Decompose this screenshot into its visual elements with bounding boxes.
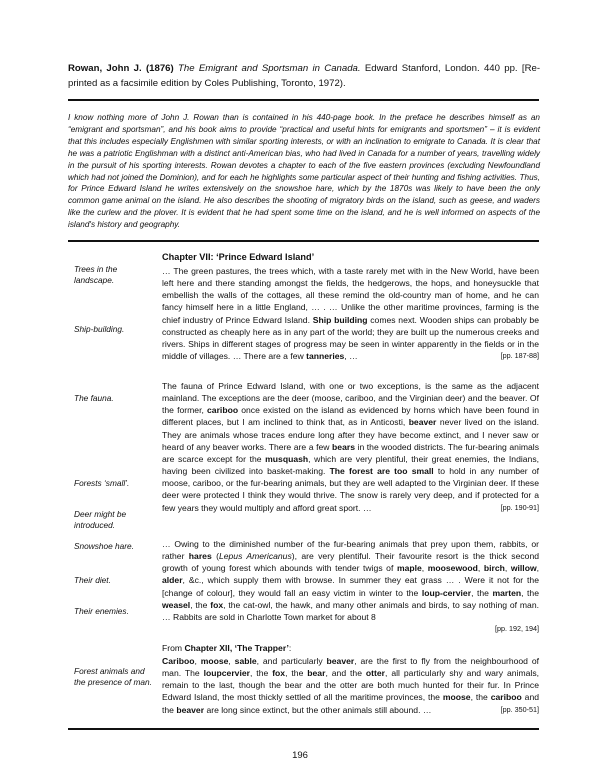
margin-note-snowshoe-hare: Snowshoe hare. [74, 541, 134, 551]
page-reference: [pp. 350-51] [500, 704, 539, 714]
citation-pages: 440 pp. [483, 63, 518, 74]
excerpt-paragraph: Cariboo, moose, sable, and particularly beaver, are the first to fly from the neighbourhood of man. The loupcervier, the fox, the bear, and the otter, all particularly shy and wary animals, remain to the last, though the bear and the otter are both much hunted for their fur. In Prince Edward Island, the most thickly settled of all the maritime provinces, the moose, the cariboo and the beaver are long since extinct, but the other animals still abound. … [pp. 350-51] [162, 656, 540, 715]
divider-rule [68, 728, 539, 730]
page-number: 196 [292, 750, 308, 761]
margin-note-presence-of-man: Forest animals and the presence of man. [74, 666, 152, 687]
citation-reprint-note: [Re-printed as a facsimile edition by Coles Publishing, Toronto, 1972). [68, 63, 541, 89]
page-reference: [pp. 187-88] [500, 351, 539, 361]
chapter-heading-line: From Chapter XII, ‘The Trapper’: [162, 643, 292, 653]
margin-note-enemies: Their enemies. [74, 606, 129, 616]
chapter-heading: Chapter XII, ‘The Trapper’ [184, 643, 289, 653]
introduction-text: I know nothing more of John J. Rowan than is contained in his 440-page book. In the preface he describes himself as an “emigrant and sportsman”, and his book aims to provide “practical and useful hints for emigrants and sportsmen” – it is evident that this includes especially Englishmen with similar sporting interests, or with an inclination to emigrate to Canada. It is clear that he was a patriotic Englishman with a distinct anti-American bias, who had lived in Canada for a number of years, travelling widely in the pursuit of his sporting interests. Rowan devotes a chapter to each of the five eastern provinces (excluding Newfoundland which had not joined the Dominion), and for each he highlights some particular aspect of their hunting and fishing activities. Thus, for Prince Edward Island he writes extensively on the snowshoe hare, which by the 1870s was likely to have been the only common game animal on the island. He also describes the shooting of migratory birds on the island, such as geese, and waders like the curlew and the plover. It is evident that he had spent some time on the island, and he is well informed on aspects of the island's history and geography. [68, 113, 540, 230]
margin-note-diet: Their diet. [74, 575, 111, 585]
margin-note-forests: Forests ‘small’. [74, 478, 130, 488]
citation-year: (1876) [145, 63, 174, 74]
excerpt-paragraph: … The green pastures, the trees which, with a taste rarely met with in the New World, have been left here and there standing amongst the fields, the hedgerows, the hops, and honeysuckle that embellish the walls of the cottages, all these remind the old-country man of home, and he can fancy himself here in a little England, … . … Unlike the other maritime provinces, farming is the chief industry of Prince Edward Island. Ship building comes next. Wooden ships can probably be constructed as cheaply here as in any part of the world; they are built up the numerous creeks and rivers. Ships in different stages of progress may be seen in winter apparently in the fields or in the middle of villages. … There are a few tanneries, … [pp. 187-88] [162, 266, 539, 362]
margin-note-fauna: The fauna. [74, 393, 114, 403]
margin-note-deer: Deer might be introduced. [74, 509, 127, 530]
page-reference: [pp. 190-91] [500, 502, 539, 512]
divider-rule [68, 99, 539, 101]
bibliographic-citation [68, 62, 540, 91]
citation-publication: Edward Stanford, London. [364, 63, 480, 74]
margin-note-trees: Trees in the landscape. [74, 264, 118, 285]
divider-rule [68, 240, 539, 242]
citation-author: Rowan, John J. [68, 63, 142, 74]
page-reference: [pp. 192, 194] [495, 624, 539, 634]
citation-title: The Emigrant and Sportsman in Canada. [178, 63, 361, 74]
excerpt-paragraph: The fauna of Prince Edward Island, with one or two exceptions, is the same as the adjacent mainland. The exceptions are the deer (moose, cariboo, and the Virginian deer) and the beaver. Of the former, cariboo once existed on the island as evidenced by horns which have been found in different places, but I am inclined to think that, as in Anticosti, beaver never lived on the island. They are animals whose traces endure long after they have become extinct, and I never saw or heard of any beaver works. There are a few bears in the wooded districts. The fur-bearing animals are scarce except for the musquash, which are very plentiful, their great enemies, the Indians, having been civilized into basket-making. The forest are too small to hold in any number of moose, cariboo, or the fur-bearing animals, but they are well adapted to the Virginian deer. If these deer were protected I think they would thrive. The snow is rarely very deep, and if protected for a few years they would multiply and afford great sport. … [pp. 190-91] [162, 381, 540, 513]
chapter-heading: Chapter VII: ‘Prince Edward Island’ [162, 252, 315, 262]
margin-note-ship-building: Ship-building. [74, 324, 125, 334]
excerpt-paragraph: … Owing to the diminished number of the fur-bearing animals that prey upon them, rabbits, or rather hares (Lepus Americanus), are very plentiful. Their favourite resort is the thick second growth of young forest which abounds with tender twigs of maple, moosewood, birch, willow, alder, &c., which supply them with browse. In summer they eat grass … . Were it not for the [change of colour], they would fall an easy victim in winter to the loup-cervier, the marten, the weasel, the fox, the cat-owl, the hawk, and many other animals and birds, to say nothing of man. … Rabbits are sold in Charlotte Town market for about 8 [pp. 192, 194] [162, 539, 540, 634]
